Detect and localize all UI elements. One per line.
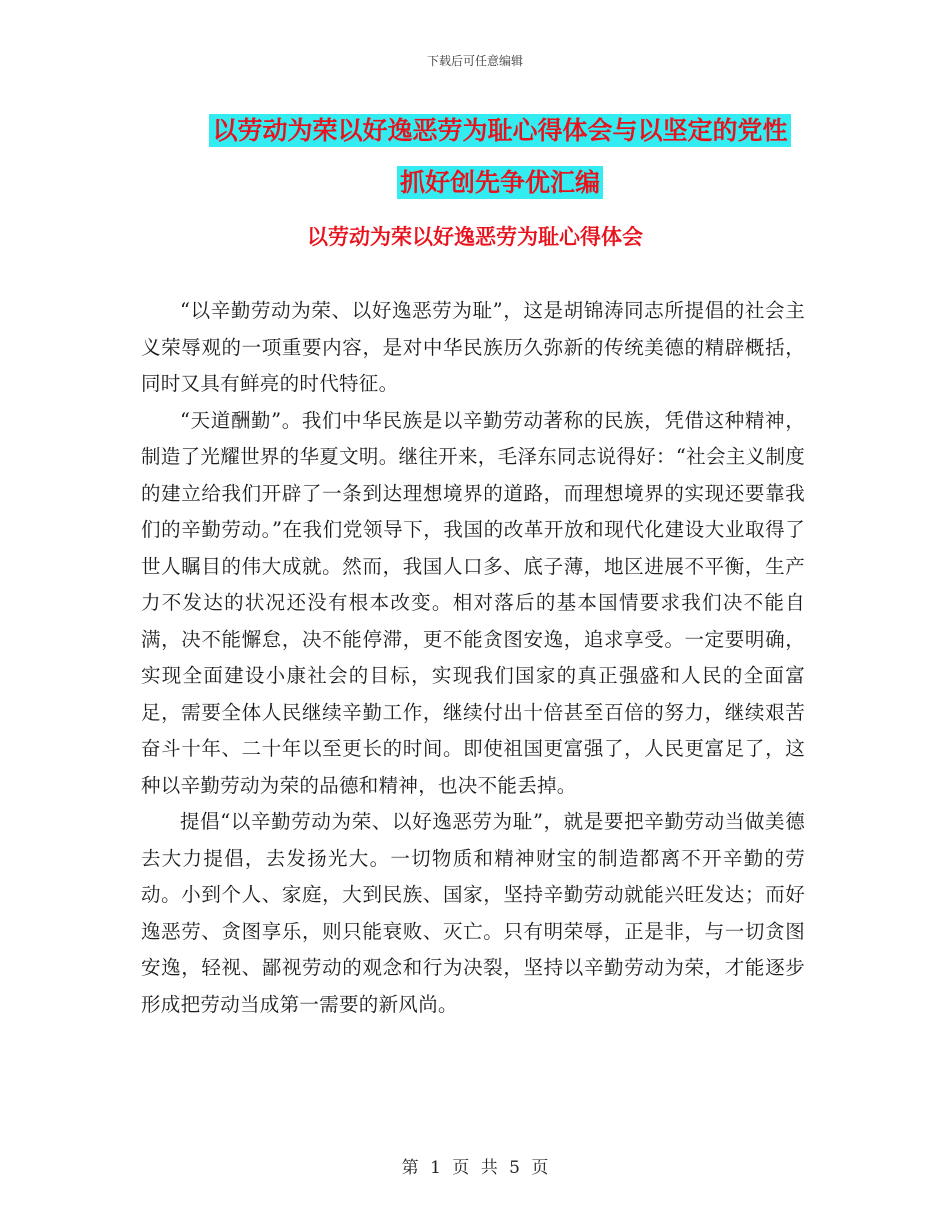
paragraph-1: “以辛勤劳动为荣、以好逸恶劳为耻”，这是胡锦涛同志所提倡的社会主义荣辱观的一项重要内容，是对中华民族历久弥新的传统美德的精辟概括，同时又具有鲜亮的时代特征。 — [141, 299, 805, 395]
paragraph-3: 提倡“以辛勤劳动为荣、以好逸恶劳为耻”，就是要把辛勤劳动当做美德去大力提倡，去发扬光大。一切物质和精神财宝的制造都离不开辛勤的劳动。小到个人、家庭，大到民族、国家，坚持辛勤劳动就能兴旺发达；而好逸恶劳、贪图享乐，则只能衰败、灭亡。只有明荣辱，正是非，与一切贪图安逸，轻视、鄙视劳动的观念和行为决裂，坚持以辛勤劳动为荣，才能逐步形成把劳动当成第一需要的新风尚。 — [141, 810, 805, 1016]
document-title-line-1: 以劳动为荣以好逸恶劳为耻心得体会与以坚定的党性 — [209, 114, 790, 147]
document-title — [120, 105, 880, 209]
paragraph-2: “天道酬勤”。我们中华民族是以辛勤劳动著称的民族，凭借这种精神，制造了光耀世界的华夏文明。继往开来，毛泽东同志说得好：“社会主义制度的建立给我们开辟了一条到达理想境界的道路，而理想境界的实现还要靠我们的辛勤劳动。”在我们党领导下，我国的改革开放和现代化建设大业取得了世人瞩目的伟大成就。然而，我国人口多、底子薄，地区进展不平衡，生产力不发达的状况还没有根本改变。相对落后的基本国情要求我们决不能自满，决不能懈怠，决不能停滞，更不能贪图安逸，追求享受。一定要明确，实现全面建设小康社会的目标，实现我们国家的真正强盛和人民的全面富足，需要全体人民继续辛勤工作，继续付出十倍甚至百倍的努力，继续艰苦奋斗十年、二十年以至更长的时间。即使祖国更富强了，人民更富足了，这种以辛勤劳动为荣的品德和精神，也决不能丢掉。 — [141, 408, 805, 797]
document-title-line-2: 抓好创先争优汇编 — [397, 166, 603, 199]
body-text — [141, 293, 805, 1023]
section-title: 以劳动为荣以好逸恶劳为耻心得体会 — [307, 225, 643, 249]
page-footer: 第 1 页 共 5 页 — [401, 1158, 549, 1178]
page-header: 下载后可任意编辑 — [426, 54, 523, 68]
